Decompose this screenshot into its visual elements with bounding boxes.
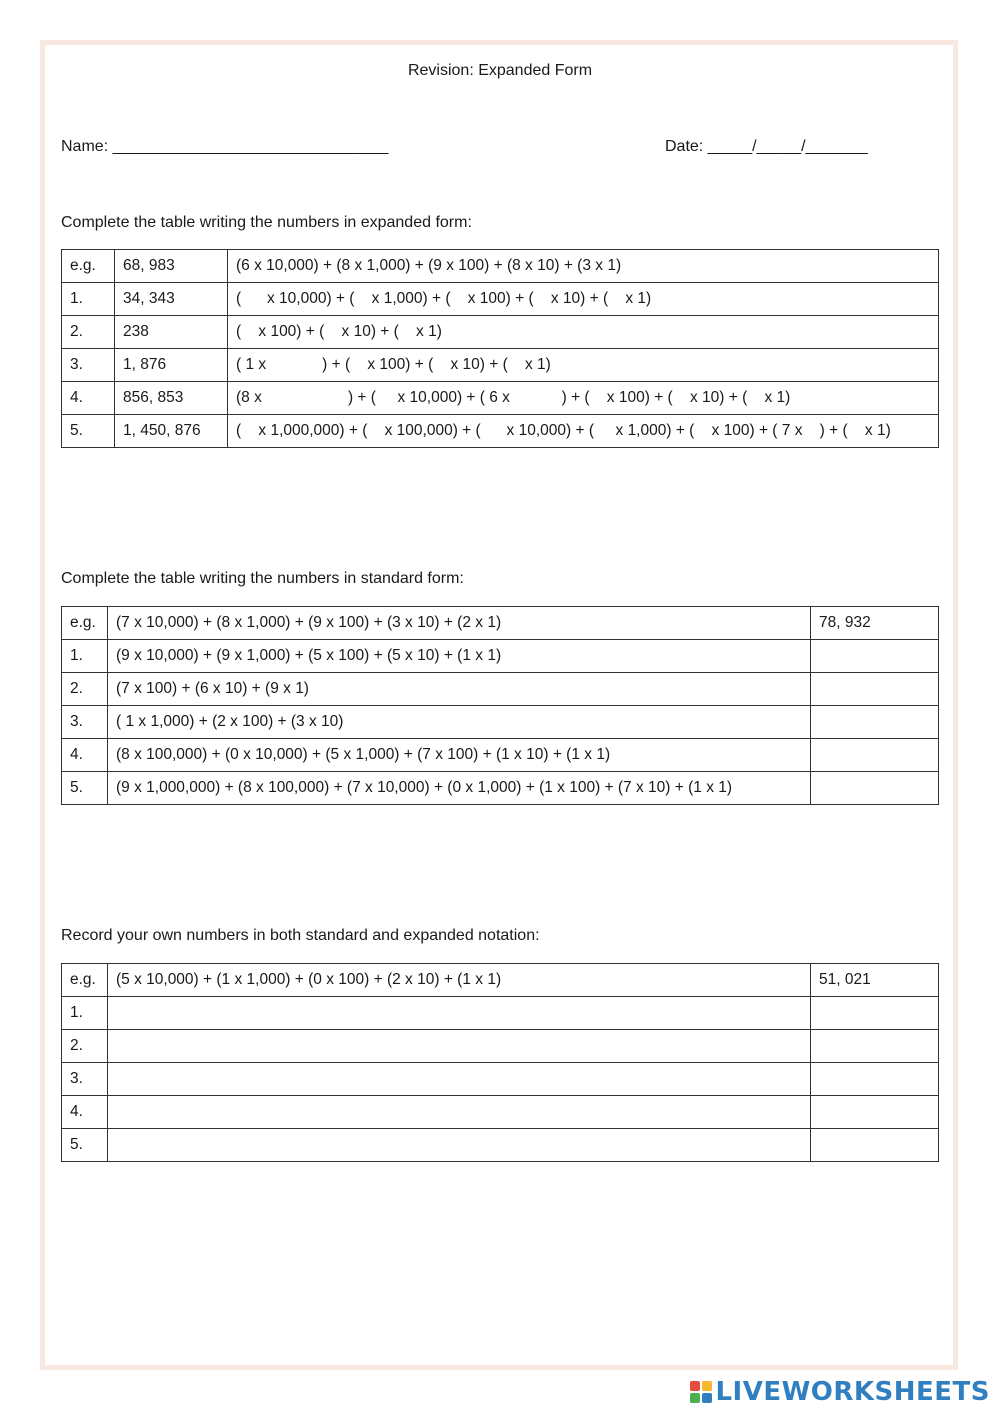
expanded-cell[interactable] — [108, 1030, 811, 1063]
liveworksheets-logo — [690, 1379, 990, 1405]
row-label: 5. — [62, 1129, 108, 1162]
row-label: 5. — [62, 415, 115, 448]
row-label: e.g. — [62, 250, 115, 283]
number-cell: 1, 876 — [115, 349, 228, 382]
number-cell: 1, 450, 876 — [115, 415, 228, 448]
table-row — [62, 283, 939, 316]
answer-cell[interactable] — [811, 1129, 939, 1162]
table-row — [62, 1129, 939, 1162]
row-label: 2. — [62, 316, 115, 349]
standard-form-table — [61, 606, 939, 805]
table-row — [62, 316, 939, 349]
section2-instruction: Complete the table writing the numbers in standard form: — [61, 570, 464, 587]
expanded-cell: (5 x 10,000) + (1 x 1,000) + (0 x 100) + (2 x 10) + (1 x 1) — [108, 964, 811, 997]
expanded-cell[interactable]: ( x 1,000,000) + ( x 100,000) + ( x 10,000) + ( x 1,000) + ( x 100) + ( 7 x ) + ( x 1) — [228, 415, 939, 448]
expanded-cell[interactable]: ( x 10,000) + ( x 1,000) + ( x 100) + ( x 10) + ( x 1) — [228, 283, 939, 316]
number-cell: 68, 983 — [115, 250, 228, 283]
expanded-cell: (7 x 10,000) + (8 x 1,000) + (9 x 100) + (3 x 10) + (2 x 1) — [108, 607, 811, 640]
page-title: Revision: Expanded Form — [407, 62, 593, 79]
expanded-cell[interactable] — [108, 1096, 811, 1129]
row-label: 2. — [62, 673, 108, 706]
answer-cell[interactable] — [811, 772, 939, 805]
row-label: e.g. — [62, 964, 108, 997]
row-label: 5. — [62, 772, 108, 805]
expanded-cell[interactable] — [108, 1063, 811, 1096]
own-numbers-table — [61, 963, 939, 1162]
table-row — [62, 1096, 939, 1129]
expanded-cell: (8 x 100,000) + (0 x 10,000) + (5 x 1,000) + (7 x 100) + (1 x 10) + (1 x 1) — [108, 739, 811, 772]
answer-cell[interactable] — [811, 997, 939, 1030]
answer-cell[interactable] — [811, 739, 939, 772]
answer-cell[interactable] — [811, 1030, 939, 1063]
row-label: 4. — [62, 382, 115, 415]
row-label: 3. — [62, 706, 108, 739]
number-cell: 34, 343 — [115, 283, 228, 316]
table-row — [62, 997, 939, 1030]
table-row — [62, 772, 939, 805]
answer-cell: 51, 021 — [811, 964, 939, 997]
table-row — [62, 1030, 939, 1063]
expanded-cell: (7 x 100) + (6 x 10) + (9 x 1) — [108, 673, 811, 706]
expanded-cell[interactable]: (8 x ) + ( x 10,000) + ( 6 x ) + ( x 100) + ( x 10) + ( x 1) — [228, 382, 939, 415]
row-label: 3. — [62, 349, 115, 382]
table-row — [62, 739, 939, 772]
expanded-cell[interactable] — [108, 1129, 811, 1162]
row-label: 3. — [62, 1063, 108, 1096]
row-label: 1. — [62, 997, 108, 1030]
table-row — [62, 607, 939, 640]
table-row — [62, 415, 939, 448]
row-label: e.g. — [62, 607, 108, 640]
table-row — [62, 1063, 939, 1096]
table-row — [62, 706, 939, 739]
expanded-cell[interactable]: ( x 100) + ( x 10) + ( x 1) — [228, 316, 939, 349]
row-label: 2. — [62, 1030, 108, 1063]
number-cell: 238 — [115, 316, 228, 349]
expanded-cell: (9 x 1,000,000) + (8 x 100,000) + (7 x 10,000) + (0 x 1,000) + (1 x 100) + (7 x 10) + (1 x 1) — [108, 772, 811, 805]
table-row — [62, 964, 939, 997]
expanded-cell[interactable]: ( 1 x ) + ( x 100) + ( x 10) + ( x 1) — [228, 349, 939, 382]
row-label: 4. — [62, 739, 108, 772]
answer-cell: 78, 932 — [811, 607, 939, 640]
name-field[interactable]: Name: _______________________________ — [61, 138, 389, 155]
answer-cell[interactable] — [811, 673, 939, 706]
number-cell: 856, 853 — [115, 382, 228, 415]
table-row — [62, 640, 939, 673]
table-row — [62, 250, 939, 283]
section3-instruction: Record your own numbers in both standard and expanded notation: — [61, 927, 540, 944]
row-label: 4. — [62, 1096, 108, 1129]
expanded-form-table — [61, 249, 939, 448]
date-field[interactable]: Date: _____/_____/_______ — [665, 138, 868, 155]
table-row — [62, 349, 939, 382]
expanded-cell: (6 x 10,000) + (8 x 1,000) + (9 x 100) + (8 x 10) + (3 x 1) — [228, 250, 939, 283]
logo-text: LIVEWORKSHEETS — [715, 1377, 990, 1407]
answer-cell[interactable] — [811, 706, 939, 739]
answer-cell[interactable] — [811, 640, 939, 673]
table-row — [62, 673, 939, 706]
expanded-cell: ( 1 x 1,000) + (2 x 100) + (3 x 10) — [108, 706, 811, 739]
section1-instruction: Complete the table writing the numbers in expanded form: — [61, 214, 472, 231]
answer-cell[interactable] — [811, 1063, 939, 1096]
answer-cell[interactable] — [811, 1096, 939, 1129]
row-label: 1. — [62, 640, 108, 673]
expanded-cell[interactable] — [108, 997, 811, 1030]
row-label: 1. — [62, 283, 115, 316]
logo-blocks-icon — [690, 1381, 712, 1403]
expanded-cell: (9 x 10,000) + (9 x 1,000) + (5 x 100) + (5 x 10) + (1 x 1) — [108, 640, 811, 673]
table-row — [62, 382, 939, 415]
